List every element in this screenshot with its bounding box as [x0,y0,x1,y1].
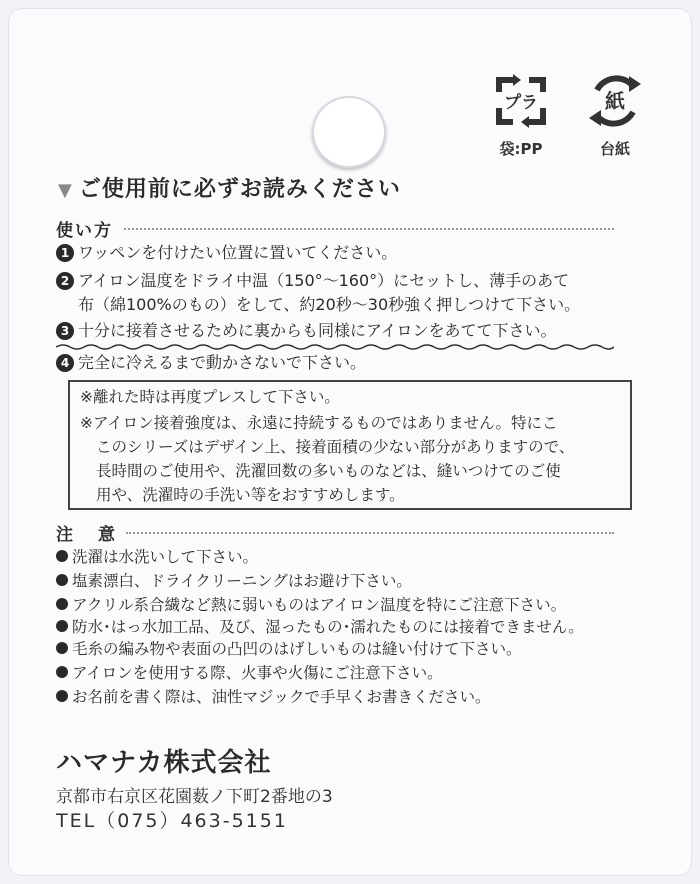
recycle-mark-paper [578,70,652,159]
step-4-text: 完全に冷えるまで動かさないで下さい。 [78,353,367,372]
recycle-label-bag: 袋:PP [499,140,543,158]
usage-dotted-rule [124,228,614,230]
note-line-4: 長時間のご使用や、洗濯回数の多いものなどは、縫いつけてのご使 [96,462,561,480]
triangle-down-icon: ▼ [58,180,73,201]
usage-step-4 [56,352,366,374]
bullet-icon [56,666,68,678]
bullet-icon [56,620,68,632]
step-number-4: 4 [56,354,74,372]
paper-symbol: 紙 [605,89,625,113]
caution-text-5: 毛糸の編み物や表面の凸凹のはげしいものは縫い付けて下さい。 [72,640,522,658]
step-1-text: ワッペンを付けたい位置に置いてください。 [78,243,398,262]
usage-step-1 [56,242,397,264]
usage-step-3 [56,320,557,342]
main-heading-text: ご使用前に必ずお読みください [78,177,401,202]
note-line-1: ※離れた時は再度プレスして下さい。 [80,388,340,406]
recycle-mark-pla [484,70,558,159]
caution-item [56,594,566,616]
caution-text-3: アクリル系合繊など熱に弱いものはアイロン温度を特にご注意下さい。 [72,596,567,614]
wavy-underline [56,343,614,351]
bullet-icon [56,550,68,562]
usage-title: 使い方 [56,221,113,241]
usage-step-2 [56,270,569,292]
caution-text-2: 塩素漂白、ドライクリーニングはお避け下さい。 [72,572,412,590]
bullet-icon [56,598,68,610]
company-name: ハマナカ株式会社 [56,748,272,778]
step-2-text-line2: 布（綿100%のもの）をして、約20秒〜30秒強く押しつけて下さい。 [78,295,581,314]
company-address: 京都市右京区花園薮ノ下町2番地の3 [56,787,333,807]
paper-recycle-icon [583,70,647,132]
caution-item [56,616,584,638]
caution-item [56,662,443,684]
caution-item [56,638,522,660]
caution-item [56,570,412,592]
bullet-icon [56,690,68,702]
step-number-3: 3 [56,322,74,340]
caution-text-6: アイロンを使用する際、火事や火傷にご注意下さい。 [72,664,443,682]
step-number-2: 2 [56,272,74,290]
caution-text-7: お名前を書く際は、油性マジックで手早くお書きください。 [72,688,491,706]
pla-recycle-icon [489,70,553,132]
note-line-3: このシリーズはデザイン上、接着面積の少ない部分がありますので、 [96,438,575,456]
bullet-icon [56,642,68,654]
caution-title: 注 意 [56,525,119,545]
caution-item [56,546,258,568]
caution-text-1: 洗濯は水洗いして下さい。 [72,548,259,566]
caution-text-4: 防水･はっ水加工品、及び、湿ったもの･濡れたものには接着できません。 [72,618,584,636]
main-heading [58,172,401,203]
caution-dotted-rule [126,532,614,534]
hang-hole [312,96,386,168]
caution-item [56,686,491,708]
company-tel: TEL（075）463-5151 [56,810,288,832]
note-line-5: 用や、洗濯時の手洗い等をおすすめします。 [96,486,405,504]
bullet-icon [56,574,68,586]
note-line-2: ※アイロン接着強度は、永遠に持続するものではありません。特にこ [80,414,558,432]
step-3-text: 十分に接着させるために裏からも同様にアイロンをあてて下さい。 [78,321,557,340]
pla-symbol: プラ [504,93,538,113]
recycle-label-card: 台紙 [599,140,630,158]
step-number-1: 1 [56,244,74,262]
step-2-text-line1: アイロン温度をドライ中温（150°〜160°）にセットし、薄手のあて [78,271,570,290]
